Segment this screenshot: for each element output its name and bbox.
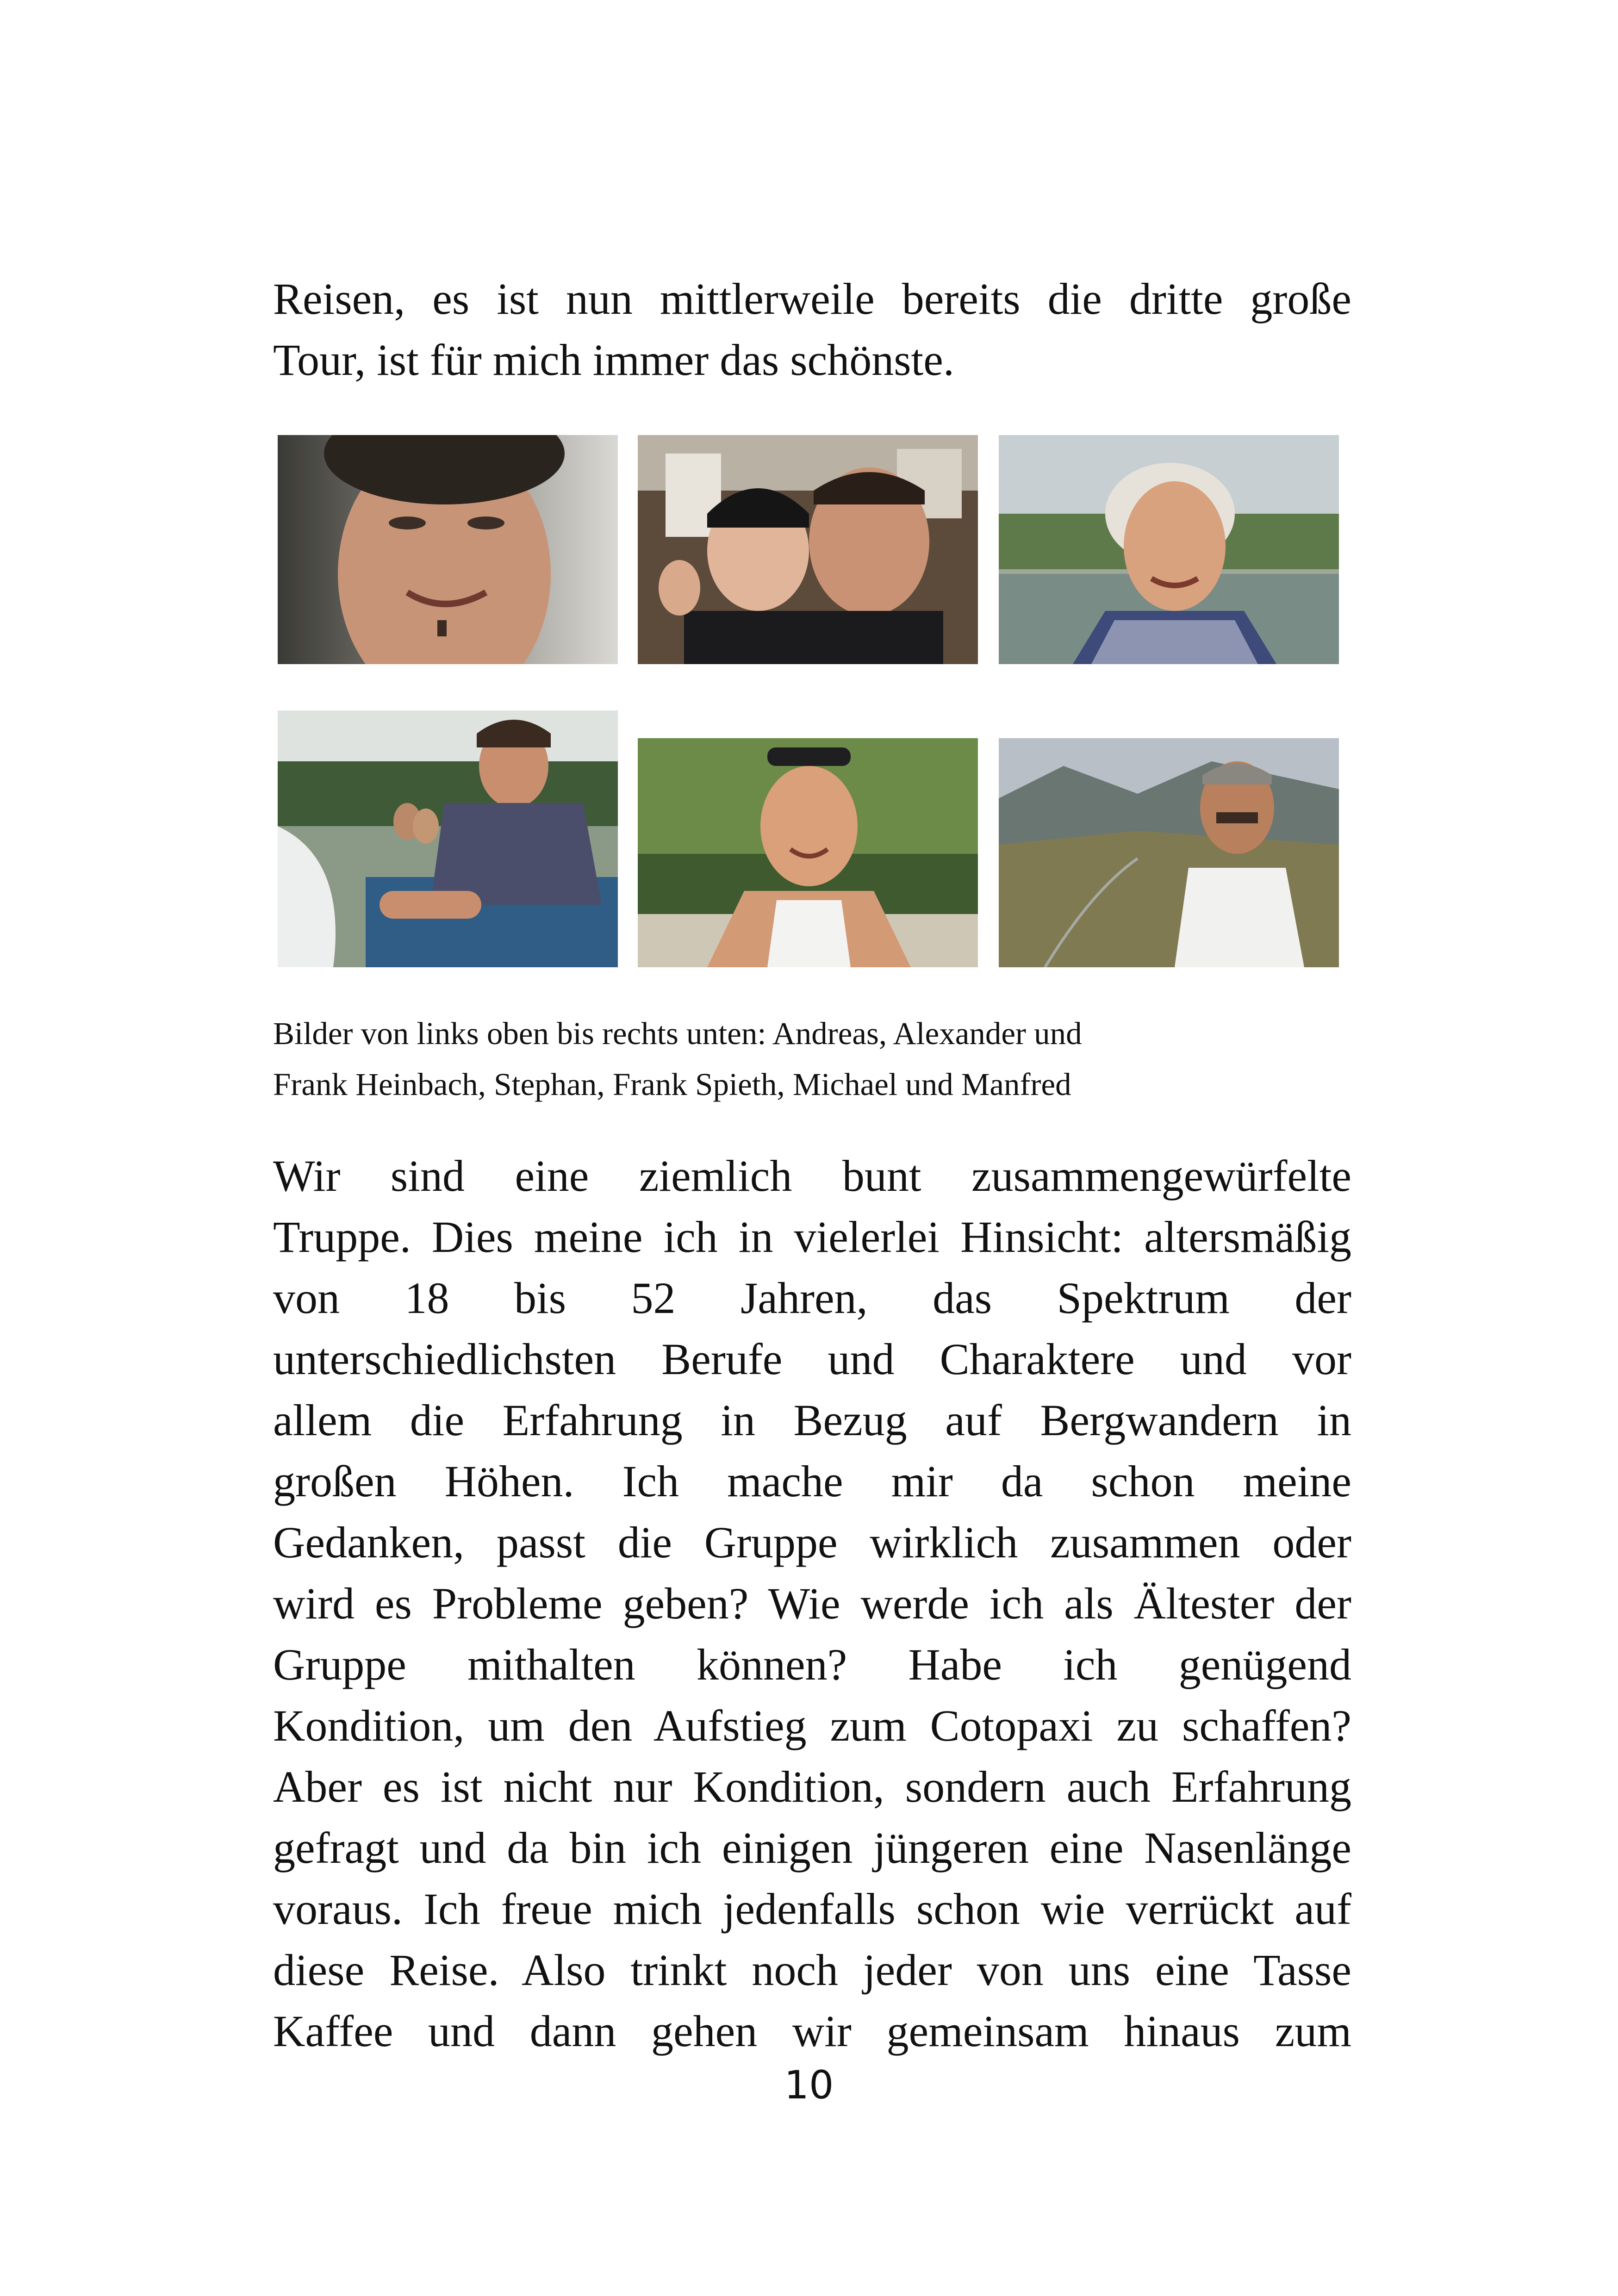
- page-number: 10: [784, 2062, 834, 2108]
- body-line: großen Höhen. Ich mache mir da schon meine: [273, 1456, 1351, 1506]
- intro-line: Reisen, es ist nun mittlerweile bereits die dritte große: [273, 274, 1351, 324]
- caption-line: Bilder von links oben bis rechts unten: Andreas, Alexander und: [273, 1016, 1082, 1051]
- photo-caption: [273, 1008, 1384, 1110]
- photo-manfred: [999, 738, 1339, 967]
- body-line: Truppe. Dies meine ich in vielerlei Hinsicht: altersmäßig: [273, 1212, 1351, 1262]
- body-line: wird es Probleme geben? Wie werde ich als Ältester der: [273, 1579, 1351, 1628]
- body-line: Kondition, um den Aufstieg zum Cotopaxi zu schaffen?: [273, 1701, 1351, 1750]
- body-line: Gedanken, passt die Gruppe wirklich zusammen oder: [273, 1518, 1351, 1567]
- body-line: allem die Erfahrung in Bezug auf Bergwandern in: [273, 1395, 1351, 1445]
- body-line: Kaffee und dann gehen wir gemeinsam hinaus zum: [273, 2006, 1351, 2056]
- body-line: voraus. Ich freue mich jedenfalls schon wie verrückt auf: [273, 1884, 1351, 1934]
- photo-alexander-frank-heinbach: [638, 435, 978, 664]
- photo-stephan: [999, 435, 1339, 664]
- photo-grid: [278, 435, 1356, 972]
- photo-frank-spieth: [278, 710, 618, 967]
- body-line: diese Reise. Also trinkt noch jeder von uns eine Tasse: [273, 1945, 1351, 1995]
- body-paragraph: [273, 1145, 1351, 2062]
- body-line: unterschiedlichsten Berufe und Charaktere und vor: [273, 1334, 1351, 1384]
- photo-michael: [638, 738, 978, 967]
- body-line: Wir sind eine ziemlich bunt zusammengewürfelte: [273, 1151, 1351, 1201]
- body-line: Gruppe mithalten können? Habe ich genügend: [273, 1640, 1351, 1689]
- intro-line: Tour, ist für mich immer das schönste.: [273, 335, 954, 385]
- photo-andreas: [278, 435, 618, 664]
- caption-line: Frank Heinbach, Stephan, Frank Spieth, Michael und Manfred: [273, 1067, 1071, 1102]
- intro-paragraph: [273, 268, 1351, 391]
- body-line: gefragt und da bin ich einigen jüngeren eine Nasenlänge: [273, 1823, 1351, 1873]
- body-line: von 18 bis 52 Jahren, das Spektrum der: [273, 1273, 1351, 1323]
- body-line: Aber es ist nicht nur Kondition, sondern auch Erfahrung: [273, 1762, 1351, 1811]
